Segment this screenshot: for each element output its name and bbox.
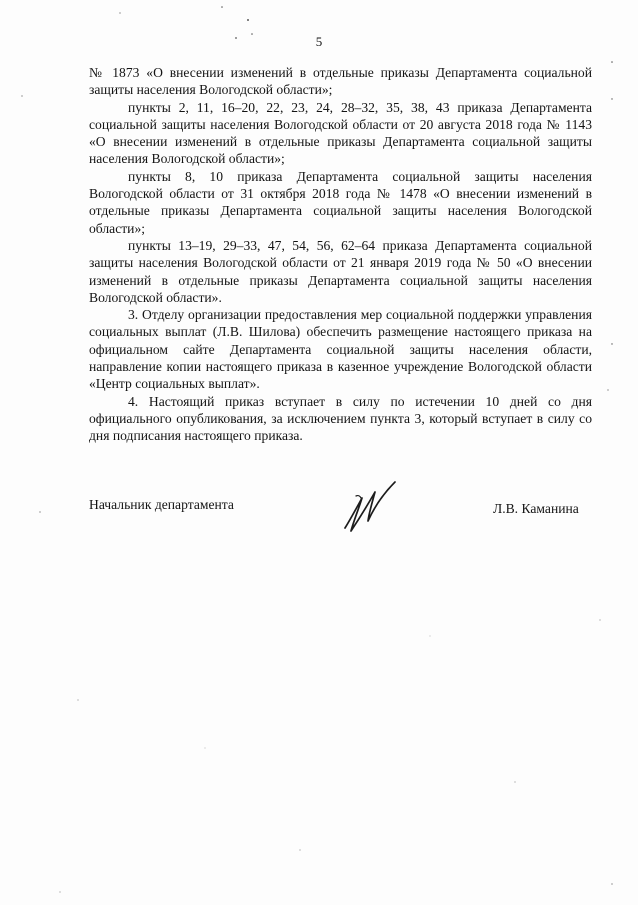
handwritten-signature-icon — [338, 476, 404, 542]
page-number: 5 — [315, 34, 323, 49]
paragraph-2: пункты 2, 11, 16–20, 22, 23, 24, 28–32, 35, 38, 43 приказа Департамента социальной защиты населения Вологодской области от 20 августа 2018 года № 1143 «О внесении изменений в отдельные приказы Департамента социальной защиты населения Вологодской области»; — [89, 99, 592, 167]
paragraph-1: № 1873 «О внесении изменений в отдельные приказы Департамента социальной защиты населения Вологодской области»; — [89, 65, 592, 98]
signatory-name: Л.В. Каманина — [493, 501, 579, 516]
paragraph-3: пункты 8, 10 приказа Департамента социальной защиты населения Вологодской области от 31 октября 2018 года № 1478 «О внесении изменений в отдельные приказы Департамента социальной защиты населения Вологодской области»; — [89, 168, 592, 236]
signatory-title: Начальник департамента — [89, 497, 234, 512]
paragraph-6: 4. Настоящий приказ вступает в силу по истечении 10 дней со дня официального опубликования, за исключением пункта 3, который вступает в силу со дня подписания настоящего приказа. — [89, 393, 592, 444]
paragraph-4: пункты 13–19, 29–33, 47, 54, 56, 62–64 приказа Департамента социальной защиты населения Вологодской области от 21 января 2019 года № 50 «О внесении изменений в отдельные приказы Департамента социальной защиты населения Вологодской области». — [89, 237, 592, 305]
document-body — [89, 64, 592, 445]
paragraph-5: 3. Отделу организации предоставления мер социальной поддержки управления социальных выплат (Л.В. Шилова) обеспечить размещение настоящего приказа на официальном сайте Департамента социальной защиты населения области, направление копии настоящего приказа в казенное учреждение Вологодской области «Центр социальных выплат». — [89, 307, 592, 392]
